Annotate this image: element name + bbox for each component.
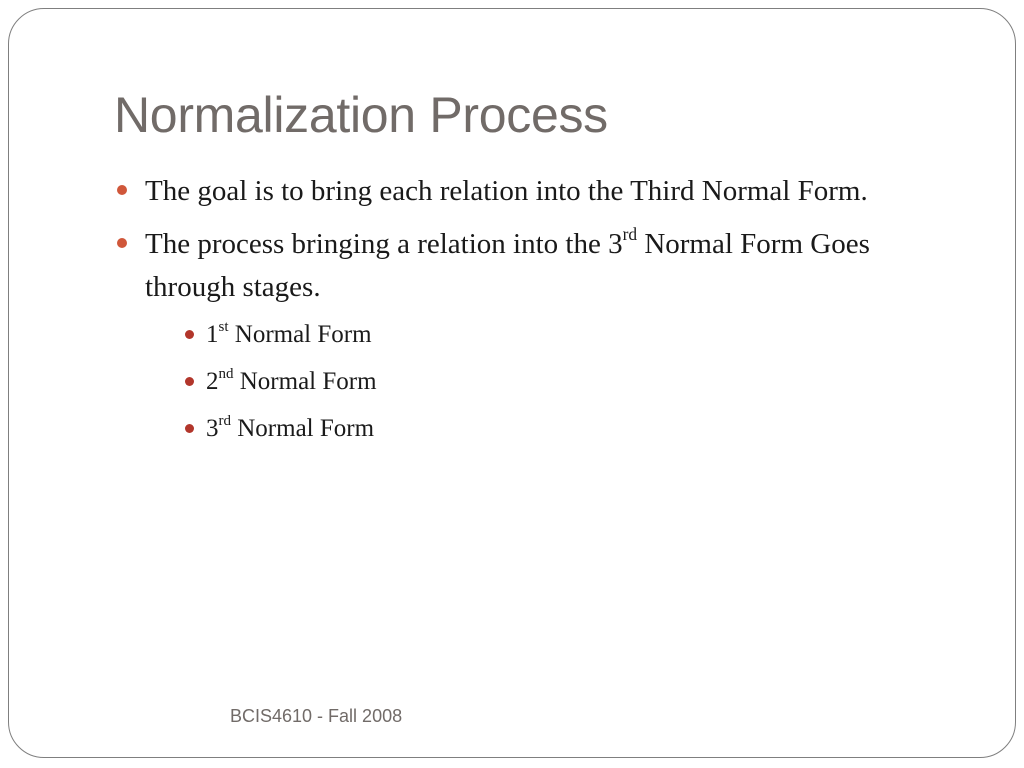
sub-bullet-ordinal: nd (218, 365, 234, 382)
slide-title: Normalization Process (114, 87, 608, 143)
sub-bullet-ordinal: st (218, 318, 229, 335)
sub-bullet-ordinal: rd (218, 412, 231, 429)
sub-bullet-number: 1 (206, 321, 219, 348)
sub-bullet-number: 2 (206, 368, 219, 395)
sub-bullet-dot-icon (185, 330, 194, 339)
bullet-text-after: Normal Form Goes through stages. (145, 228, 870, 303)
sub-bullet-first-normal-form (145, 317, 914, 352)
bullet-text-before: The process bringing a relation into the 3 (145, 228, 623, 260)
sub-bullet-dot-icon (185, 377, 194, 386)
sub-bullet-text: Normal Form (233, 368, 377, 395)
sub-bullet-number: 3 (206, 415, 219, 442)
bullet-list (114, 170, 914, 458)
bullet-dot-icon (117, 185, 127, 195)
sub-bullet-text: Normal Form (231, 415, 375, 442)
bullet-text: The goal is to bring each relation into the Third Normal Form. (145, 175, 868, 207)
sub-bullet-third-normal-form (145, 411, 914, 446)
bullet-dot-icon (117, 238, 127, 248)
sub-bullet-second-normal-form (145, 364, 914, 399)
bullet-item-process (114, 223, 914, 446)
bullet-item-goal (114, 170, 914, 213)
sub-bullet-dot-icon (185, 424, 194, 433)
bullet-superscript: rd (622, 223, 638, 244)
sub-bullet-list (145, 317, 914, 446)
slide-footer: BCIS4610 - Fall 2008 (230, 706, 403, 726)
sub-bullet-text: Normal Form (228, 321, 372, 348)
